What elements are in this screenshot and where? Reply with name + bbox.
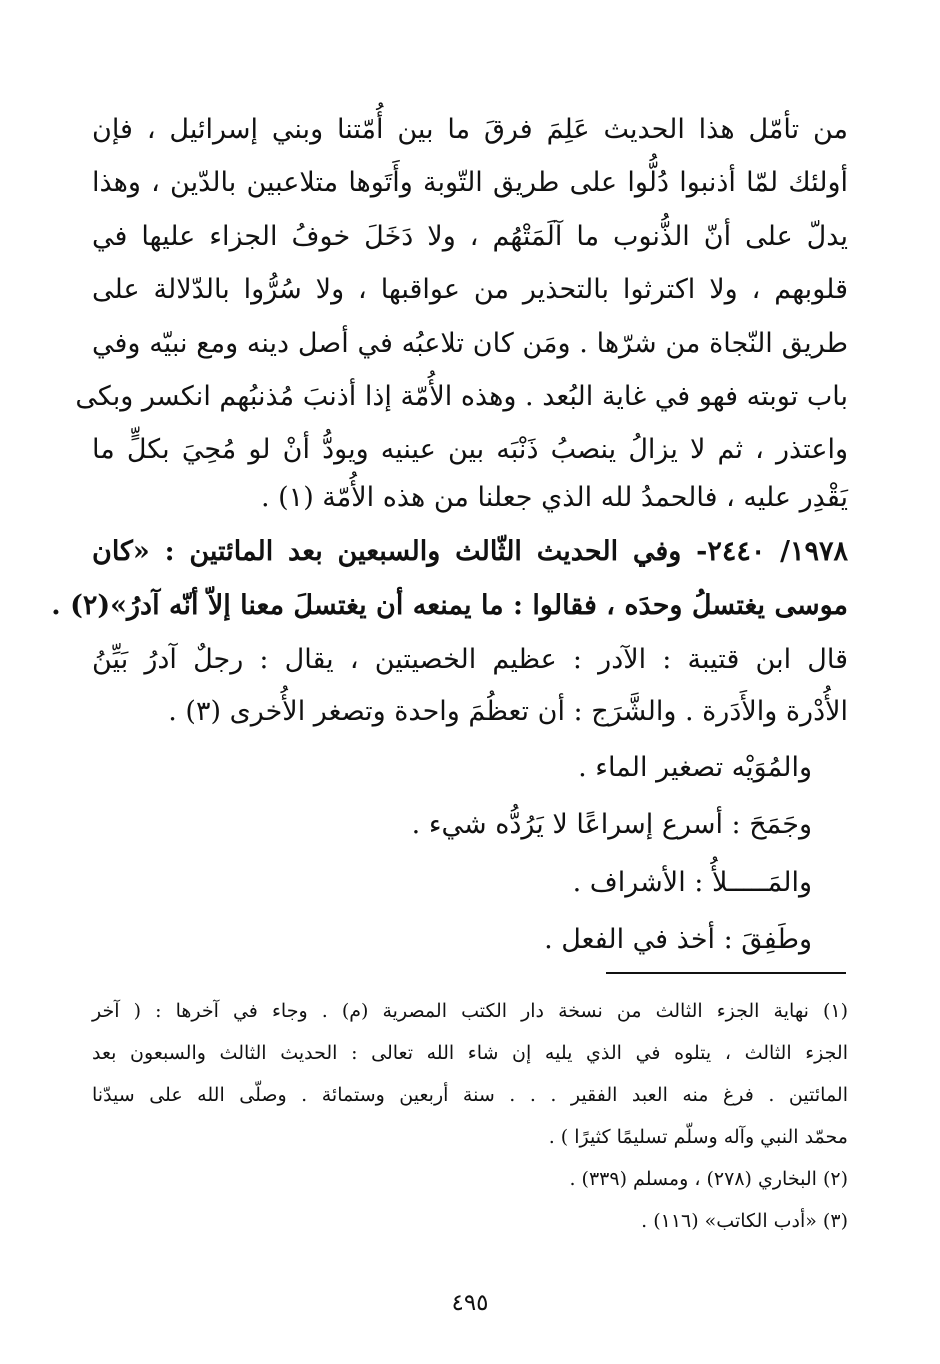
page-number: ٤٩٥	[451, 1290, 489, 1316]
footnote-line: (٢) البخاري (٢٧٨) ، ومسلم (٣٣٩) .	[569, 1168, 848, 1190]
footnote-line: الجزء الثالث ، يتلوه في الذي يليه إن شاء الله تعالى : الحديث الثالث والسبعون بعد	[92, 1042, 848, 1064]
footnote-line: محمّد النبي وآله وسلّم تسليمًا كثيرًا ) .	[548, 1126, 848, 1148]
main-text-line: يدلّ على أنّ الذُّنوب ما آلَمَتْهُم ، ولا دَخَلَ خوفُ الجزاء عليها في	[92, 221, 848, 252]
footnote-line: (٣) «أدب الكاتب» (١١٦) .	[641, 1210, 848, 1232]
footnote-line: (١) نهاية الجزء الثالث من نسخة دار الكتب المصرية (م) . وجاء في آخرها : ( آخر	[92, 1000, 848, 1022]
glossary-entry: والمَـــــلأُ : الأشراف .	[572, 867, 812, 898]
main-text-line: باب توبته فهو في غاية البُعد . وهذه الأُمّة إذا أذنبَ مُذنبُهم انكسر وبكى	[75, 381, 848, 412]
main-text-line: واعتذر ، ثم لا يزالُ ينصبُ ذَنْبَه بين عينيه ويودُّ أنْ لو مُحِيَ بكلٍّ ما	[92, 434, 848, 465]
footnote-line: المائتين . فرغ منه العبد الفقير . . . سنة أربعين وستمائة . وصلّى الله على سيدّنا	[92, 1084, 848, 1106]
hadith-heading-line: موسى يغتسلُ وحدَه ، فقالوا : ما يمنعه أن يغتسلَ معنا إلاّ أنّه آدرُ»(٢) .	[51, 590, 848, 621]
glossary-entry: وجَمَحَ : أسرع إسراعًا لا يَرُدُّه شيء .	[411, 809, 812, 840]
main-text-line: أولئك لمّا أذنبوا دُلُّوا على طريق التّوبة وأَتَوها متلاعبين بالدّين ، وهذا	[92, 167, 848, 198]
glossary-entry: والمُوَيْه تصغير الماء .	[578, 752, 812, 783]
explanation-line: قال ابن قتيبة : الآدر : عظيم الخصيتين ، يقال : رجلٌ آدرُ بَيِّنُ	[92, 644, 848, 675]
glossary-entry: وطَفِقَ : أخذ في الفعل .	[544, 924, 812, 955]
footnote-separator	[606, 972, 846, 974]
explanation-line: الأُدْرة والأَدَرة . والشَّرَج : أن تعظُمَ واحدة وتصغر الأُخرى (٣) .	[168, 696, 848, 727]
main-text-line: قلوبهم ، ولا اكترثوا بالتحذير من عواقبها ، ولا سُرُّوا بالدّلالة على	[92, 274, 848, 305]
main-text-line: من تأمّل هذا الحديث عَلِمَ فرقَ ما بين أُمّتنا وبني إسرائيل ، فإن	[92, 114, 848, 145]
main-text-line: يَقْدِر عليه ، فالحمدُ لله الذي جعلنا من هذه الأُمّة (١) .	[260, 482, 848, 513]
main-text-line: طريق النّجاة من شرّها . ومَن كان تلاعبُه في أصل دينه ومع نبيّه وفي	[92, 328, 848, 359]
hadith-heading-line: ١٩٧٨/ ٢٤٤٠- وفي الحديث الثّالث والسبعين بعد المائتين : «كان	[92, 536, 848, 567]
